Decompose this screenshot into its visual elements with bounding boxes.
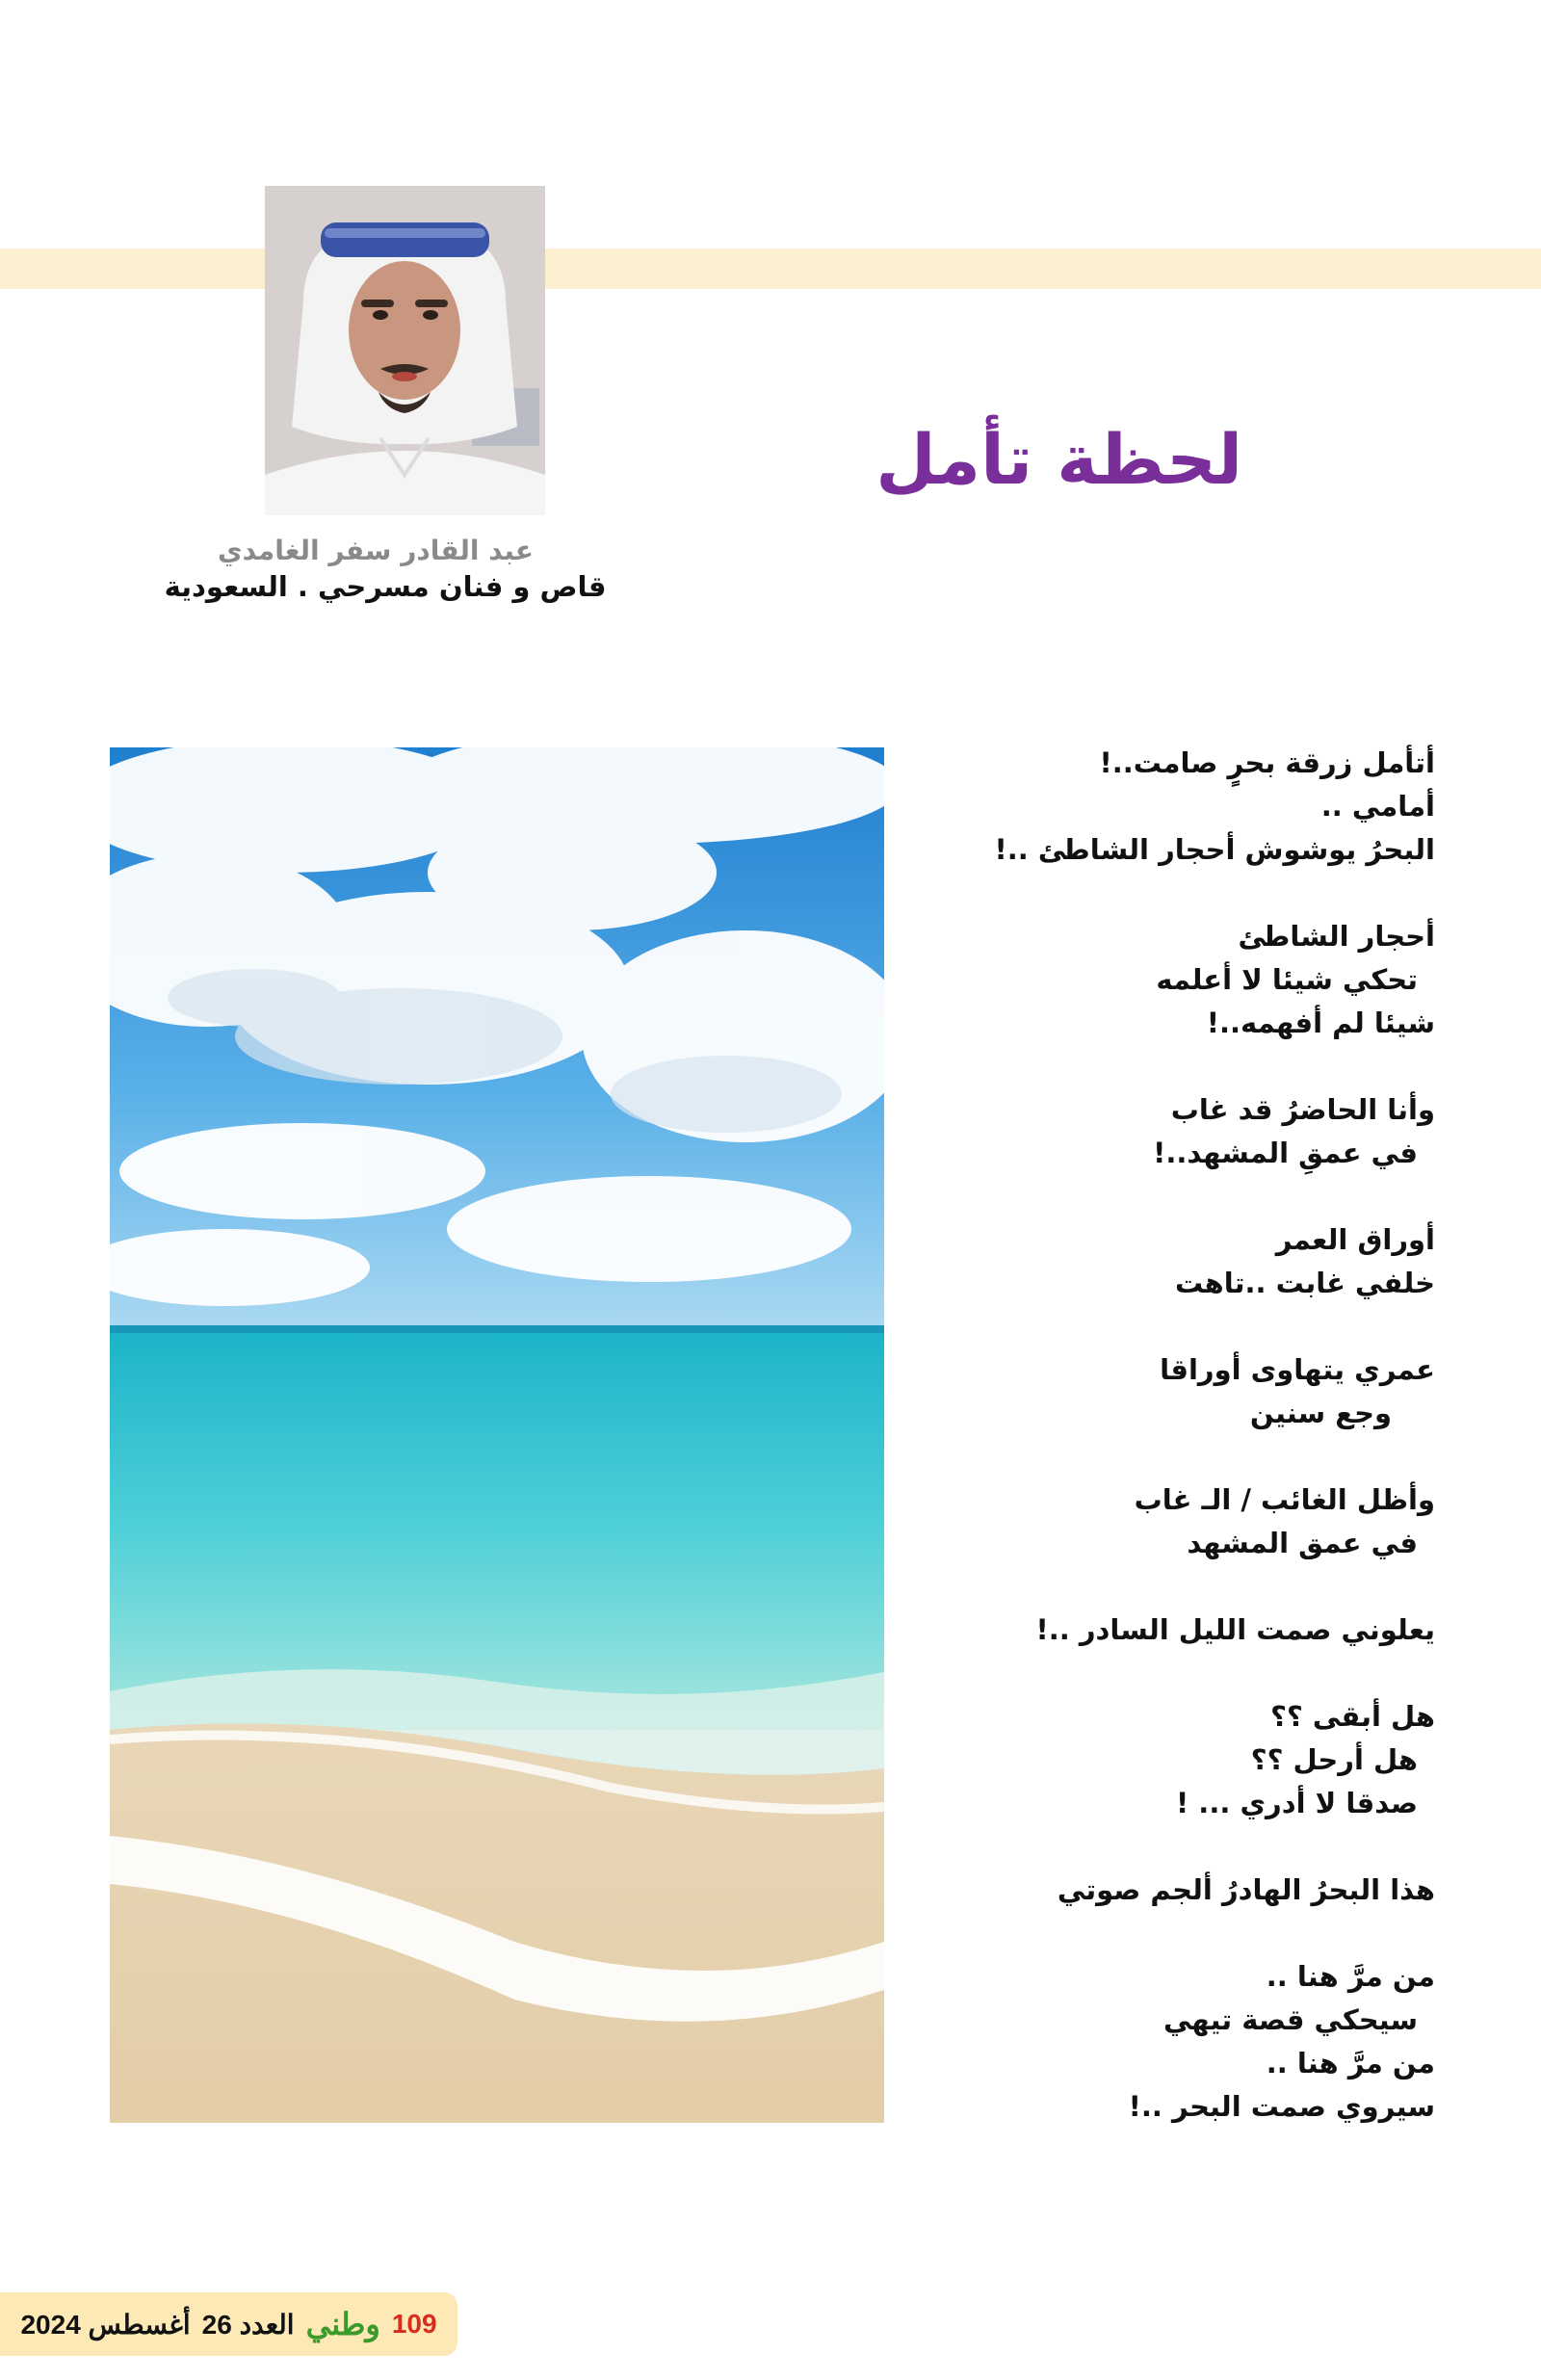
author-name: عبد القادر سفر الغامدي (218, 535, 534, 566)
issue-date: أغسطس 2024 (20, 2309, 191, 2340)
poem-line: شيئا لم أفهمه..! (1206, 1007, 1435, 1039)
poem-line: عمري يتهاوى أوراقا (1160, 1353, 1435, 1386)
author-photo (265, 186, 545, 515)
poem-line: من مرَّ هنا .. (1266, 1960, 1435, 1993)
poem-line: صدقا لا أدري ... ! (1175, 1787, 1418, 1819)
poem-stanza-4 (963, 1218, 1435, 1305)
poem-line: وأنا الحاضرُ قد غاب (1170, 1093, 1435, 1126)
top-decorative-band (0, 248, 1541, 289)
poem-line: من مرَّ هنا .. (1266, 2047, 1435, 2079)
poem-line: هل أبقى ؟؟ (1270, 1700, 1435, 1733)
page-number: 109 (391, 2309, 437, 2339)
poem-line: في عمقِ المشهد..! (1153, 1137, 1418, 1169)
poem-line: أحجار الشاطئ (1238, 920, 1435, 953)
poem-line: وجع سنين (1249, 1397, 1392, 1429)
page-title: لحظة تأمل (875, 419, 1242, 500)
poem-line: خلفي غابت ..تاهت (1174, 1267, 1435, 1299)
poem-stanza-7 (963, 1608, 1435, 1652)
poem-line: سيروي صمت البحر ..! (1128, 2090, 1435, 2123)
poem-stanza-3 (963, 1088, 1435, 1175)
magazine-name: وطني (305, 2307, 380, 2341)
poem-line: البحرُ يوشوش أحجار الشاطئ ..! (994, 833, 1435, 866)
poem-line: سيحكي قصة تيهي (1162, 2003, 1418, 2036)
poem-line: وأظل الغائب / الـ غاب (1134, 1483, 1435, 1516)
poem (963, 742, 1435, 2172)
author-role: قاص و فنان مسرحي . السعودية (164, 570, 607, 603)
poem-stanza-5 (963, 1348, 1435, 1435)
poem-stanza-8 (963, 1695, 1435, 1825)
poem-line: تحكي شيئا لا أعلمه (1156, 963, 1418, 996)
poem-line: هل أرحل ؟؟ (1250, 1743, 1418, 1776)
issue-number: العدد 26 (201, 2309, 295, 2340)
poem-stanza-10 (963, 1955, 1435, 2129)
poem-stanza-2 (963, 915, 1435, 1045)
poem-stanza-6 (963, 1478, 1435, 1565)
poem-line: أوراق العمر (1275, 1223, 1435, 1256)
poem-line: في عمق المشهد (1187, 1527, 1418, 1559)
poem-line: أمامي .. (1320, 790, 1435, 823)
poem-line: يعلوني صمت الليل السادر ..! (1035, 1613, 1435, 1646)
poem-stanza-9 (963, 1869, 1435, 1912)
sea-beach-photo (110, 747, 884, 2123)
poem-line: أتأمل زرقة بحرٍ صامت..! (1099, 746, 1435, 779)
poem-stanza-1 (963, 742, 1435, 872)
footer-badge (0, 2292, 457, 2356)
poem-line: هذا البحرُ الهادرُ ألجم صوتي (1057, 1873, 1435, 1906)
